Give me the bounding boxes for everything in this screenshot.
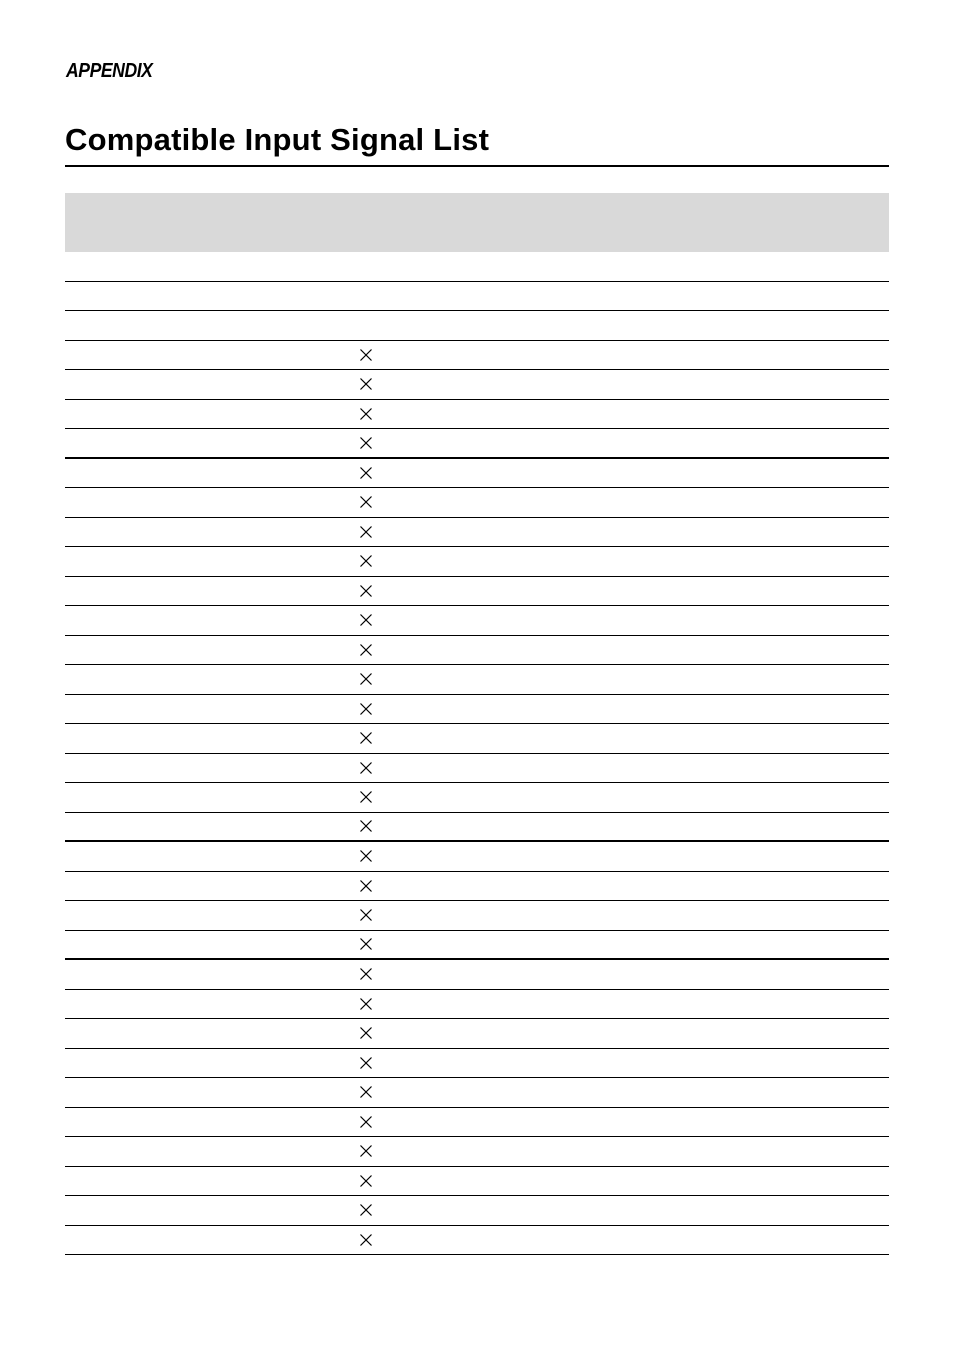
table-body <box>65 252 889 1255</box>
table-header <box>65 193 889 252</box>
title-divider <box>65 165 889 167</box>
cross-icon <box>359 672 373 686</box>
cross-icon <box>359 1233 373 1247</box>
cross-icon <box>359 731 373 745</box>
table-row <box>65 282 889 312</box>
table-row <box>65 1019 889 1049</box>
table-row <box>65 754 889 784</box>
table-row <box>65 636 889 666</box>
cross-icon <box>359 1174 373 1188</box>
table-row <box>65 606 889 636</box>
table-row <box>65 459 889 489</box>
cross-icon <box>359 436 373 450</box>
table-row <box>65 1049 889 1079</box>
cross-icon <box>359 554 373 568</box>
cross-icon <box>359 1144 373 1158</box>
table-row <box>65 1196 889 1226</box>
cross-icon <box>359 908 373 922</box>
cross-icon <box>359 819 373 833</box>
table-row <box>65 842 889 872</box>
section-label: APPENDIX <box>66 60 153 82</box>
table-row <box>65 1078 889 1108</box>
table-row <box>65 1108 889 1138</box>
cross-icon <box>359 643 373 657</box>
table-row <box>65 311 889 341</box>
table-row <box>65 488 889 518</box>
cross-icon <box>359 1026 373 1040</box>
table-row <box>65 665 889 695</box>
table-row <box>65 931 889 961</box>
table-row <box>65 783 889 813</box>
cross-icon <box>359 702 373 716</box>
cross-icon <box>359 407 373 421</box>
table-row <box>65 341 889 371</box>
table-row <box>65 577 889 607</box>
table-row <box>65 901 889 931</box>
cross-icon <box>359 466 373 480</box>
table-row <box>65 990 889 1020</box>
cross-icon <box>359 495 373 509</box>
table-row <box>65 872 889 902</box>
cross-icon <box>359 790 373 804</box>
table-row <box>65 813 889 843</box>
cross-icon <box>359 1085 373 1099</box>
page-title: Compatible Input Signal List <box>65 122 490 157</box>
table-row <box>65 724 889 754</box>
cross-icon <box>359 761 373 775</box>
cross-icon <box>359 1115 373 1129</box>
table-row <box>65 1137 889 1167</box>
cross-icon <box>359 997 373 1011</box>
table-row <box>65 960 889 990</box>
table-row <box>65 1226 889 1256</box>
cross-icon <box>359 584 373 598</box>
cross-icon <box>359 849 373 863</box>
table-row <box>65 518 889 548</box>
table-row <box>65 695 889 725</box>
cross-icon <box>359 1203 373 1217</box>
cross-icon <box>359 377 373 391</box>
table-row <box>65 1167 889 1197</box>
signal-table <box>65 193 889 1255</box>
table-row <box>65 547 889 577</box>
cross-icon <box>359 879 373 893</box>
cross-icon <box>359 525 373 539</box>
table-row <box>65 370 889 400</box>
cross-icon <box>359 967 373 981</box>
cross-icon <box>359 1056 373 1070</box>
cross-icon <box>359 613 373 627</box>
cross-icon <box>359 348 373 362</box>
table-row <box>65 252 889 282</box>
table-row <box>65 400 889 430</box>
table-row <box>65 429 889 459</box>
cross-icon <box>359 937 373 951</box>
